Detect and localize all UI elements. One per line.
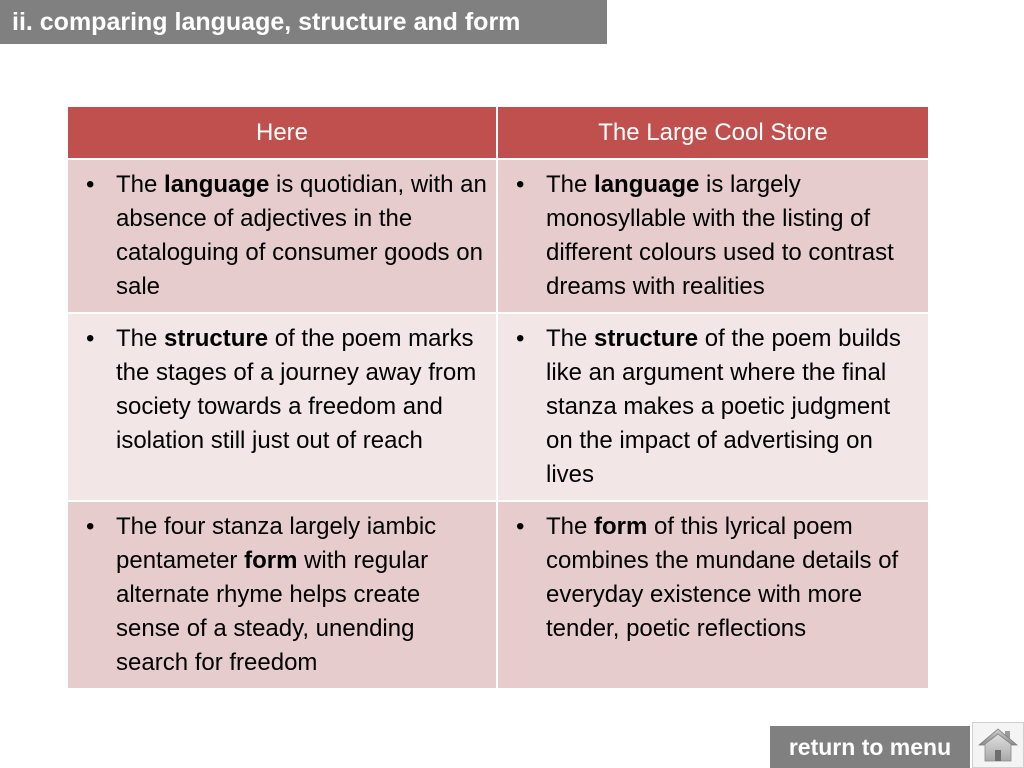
comparison-table <box>66 105 930 690</box>
cell-text-pre: The <box>546 325 595 352</box>
bullet-icon: • <box>516 171 525 198</box>
home-icon <box>978 727 1018 763</box>
cell-text-post: of the poem marks the stages of a journey away from society towards a freedom and isolation still just out of reach <box>116 325 477 454</box>
cell-text-bold: structure <box>164 325 269 352</box>
cell-here-form <box>67 501 497 689</box>
cell-text-pre: The four stanza largely iambic pentameter <box>116 513 437 574</box>
cell-store-structure <box>497 313 929 501</box>
table-row-structure <box>67 313 929 501</box>
cell-text-post: is quotidian, with an absence of adjectives in the cataloguing of consumer goods on sale <box>116 171 487 300</box>
header-large-cool-store: The Large Cool Store <box>497 106 929 159</box>
cell-text-bold: language <box>594 171 700 198</box>
table-row-language <box>67 159 929 313</box>
cell-text-post: of this lyrical poem combines the mundane details of everyday existence with more tender, poetic reflections <box>546 513 899 642</box>
cell-text-post: of the poem builds like an argument where the final stanza makes a poetic judgment on the impact of advertising on lives <box>546 325 901 488</box>
return-to-menu-button[interactable]: return to menu <box>770 726 970 768</box>
bullet-icon: • <box>86 171 95 198</box>
cell-text-pre: The <box>116 171 165 198</box>
bullet-icon: • <box>86 513 95 540</box>
cell-here-language <box>67 159 497 313</box>
header-here: Here <box>67 106 497 159</box>
bullet-icon: • <box>86 325 95 352</box>
slide-title: ii. comparing language, structure and form <box>0 0 607 44</box>
cell-text-pre: The <box>546 171 595 198</box>
cell-text-post: is largely monosyllable with the listing of different colours used to contrast dreams with realities <box>546 171 894 300</box>
cell-text-pre: The <box>116 325 165 352</box>
cell-text-bold: language <box>164 171 270 198</box>
cell-text-bold: form <box>244 547 298 574</box>
table-row-form <box>67 501 929 689</box>
table-header-row <box>67 106 929 159</box>
cell-store-language <box>497 159 929 313</box>
bullet-icon: • <box>516 513 525 540</box>
cell-text-bold: form <box>594 513 648 540</box>
bullet-icon: • <box>516 325 525 352</box>
cell-text-pre: The <box>546 513 595 540</box>
cell-store-form <box>497 501 929 689</box>
cell-text-post: with regular alternate rhyme helps create sense of a steady, unending search for freedom <box>116 547 429 676</box>
cell-text-bold: structure <box>594 325 699 352</box>
cell-here-structure <box>67 313 497 501</box>
home-button[interactable] <box>972 722 1024 768</box>
